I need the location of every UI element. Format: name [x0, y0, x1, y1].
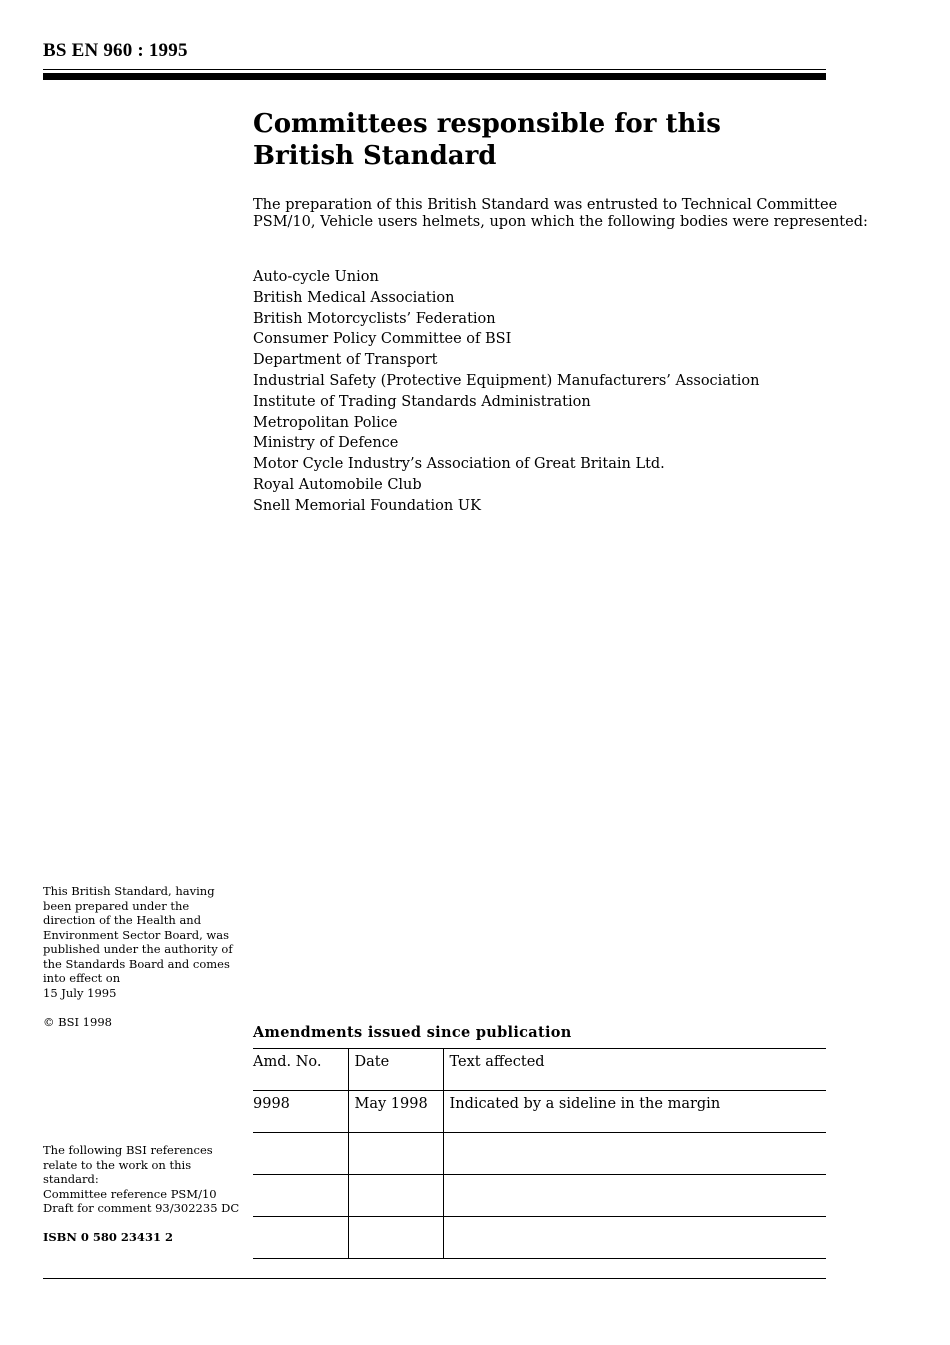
- intro-paragraph: [253, 197, 868, 231]
- note-line: published under the authority of: [43, 942, 233, 956]
- list-item: Department of Transport: [253, 352, 438, 369]
- note-line: 15 July 1995: [43, 985, 117, 1000]
- intro-line-1: The preparation of this British Standard was entrusted to Technical Committee: [253, 197, 838, 213]
- list-item: Metropolitan Police: [253, 414, 398, 431]
- note-line: Environment Sector Board, was: [43, 927, 230, 942]
- document-reference: BS EN 960 : 1995: [43, 40, 188, 61]
- list-item: Snell Memorial Foundation UK: [253, 497, 481, 514]
- table-header-row: [253, 1049, 826, 1091]
- header-thin-rule: [43, 69, 826, 70]
- list-item: Auto-cycle Union: [253, 269, 379, 285]
- isbn-number: ISBN 0 580 23431 2: [43, 1230, 173, 1244]
- table-row: [253, 1217, 826, 1259]
- note-line: This British Standard, having: [43, 884, 215, 898]
- page-title-line-1: Committees responsible for this: [253, 109, 721, 139]
- table-cell: [443, 1175, 826, 1217]
- note-line: direction of the Health and: [43, 913, 202, 927]
- amendments-table: [253, 1048, 826, 1259]
- column-header-text-affected: Text affected: [443, 1049, 826, 1091]
- note-line: into effect on: [43, 971, 121, 985]
- list-item: British Medical Association: [253, 289, 455, 306]
- note-line: been prepared under the: [43, 898, 190, 913]
- represented-bodies-list: [253, 267, 760, 517]
- reference-line: The following BSI references: [43, 1143, 213, 1157]
- reference-line: standard:: [43, 1172, 99, 1186]
- table-cell: [443, 1133, 826, 1175]
- table-row: [253, 1175, 826, 1217]
- table-cell: [443, 1217, 826, 1259]
- list-item: Royal Automobile Club: [253, 476, 422, 493]
- table-cell: May 1998: [348, 1091, 443, 1133]
- list-item: Institute of Trading Standards Administration: [253, 393, 591, 410]
- table-cell: [253, 1175, 348, 1217]
- reference-line: Draft for comment 93/302235 DC: [43, 1201, 240, 1215]
- amendments-heading: Amendments issued since publication: [253, 1024, 572, 1041]
- footer-rule: [43, 1278, 826, 1279]
- table-cell: [348, 1217, 443, 1259]
- page-title: [253, 108, 813, 172]
- table-cell: 9998: [253, 1091, 348, 1133]
- table-cell: [253, 1133, 348, 1175]
- column-header-amd-no: Amd. No.: [253, 1049, 348, 1091]
- reference-line: Committee reference PSM/10: [43, 1186, 217, 1201]
- publication-note: [43, 884, 243, 1000]
- table-row: [253, 1091, 826, 1133]
- table-cell: [348, 1175, 443, 1217]
- list-item: Consumer Policy Committee of BSI: [253, 331, 512, 348]
- intro-line-2: PSM/10, Vehicle users helmets, upon which the following bodies were represented:: [253, 214, 868, 230]
- list-item: Ministry of Defence: [253, 435, 399, 452]
- list-item: Motor Cycle Industry’s Association of Great Britain Ltd.: [253, 456, 665, 473]
- table-cell: [348, 1133, 443, 1175]
- note-line: the Standards Board and comes: [43, 956, 230, 971]
- table-cell: Indicated by a sideline in the margin: [443, 1091, 826, 1133]
- table-cell: [253, 1217, 348, 1259]
- header-thick-rule: [43, 73, 826, 80]
- bsi-references: [43, 1143, 243, 1216]
- table-row: [253, 1133, 826, 1175]
- list-item: Industrial Safety (Protective Equipment) Manufacturers’ Association: [253, 372, 760, 389]
- column-header-date: Date: [348, 1049, 443, 1091]
- list-item: British Motorcyclists’ Federation: [253, 310, 496, 327]
- page-title-line-2: British Standard: [253, 141, 497, 171]
- copyright-notice: © BSI 1998: [43, 1015, 112, 1029]
- reference-line: relate to the work on this: [43, 1157, 192, 1172]
